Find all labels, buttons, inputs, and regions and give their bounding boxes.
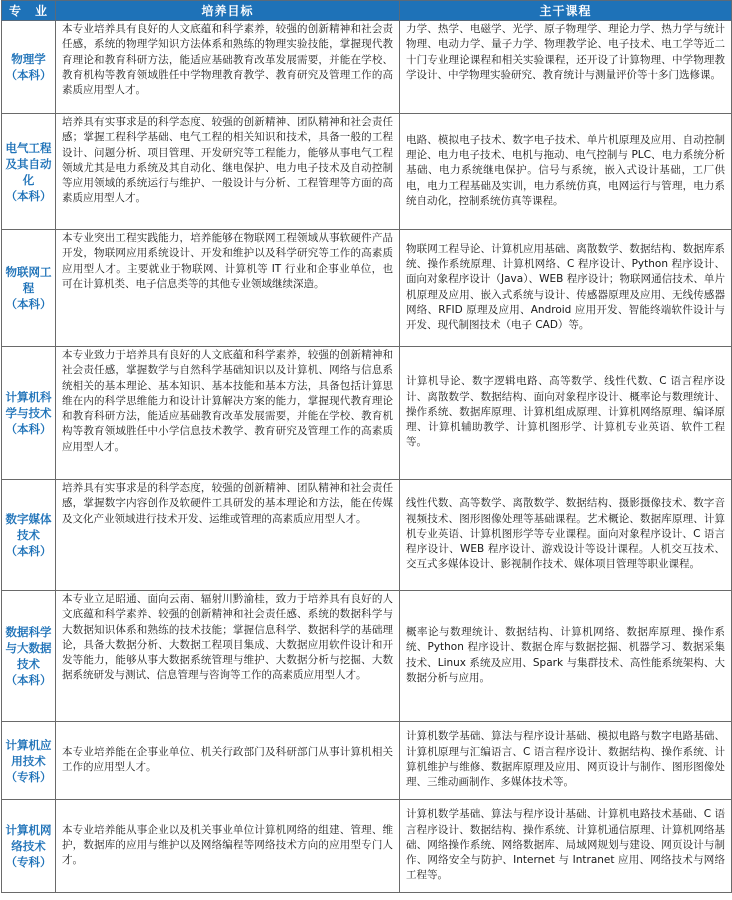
header-goal: 培养目标 — [56, 1, 400, 21]
majors-table — [1, 0, 732, 893]
goal-cell: 本专业立足昭通、面向云南、辐射川黔渝桂，致力于培养具有良好的人文底蕴和科学素养、较强的创新精神和社会责任感、系统的数据科学与大数据知识体系和熟练的技术技能；掌握信息科学、数据科学的基础理论，具备大数据分析、大数据工程项目集成、大数据应用软件设计和开发等能力，能够从事大数据系统管理与维护、大数据分析与挖掘、大数据系统研发与测试、信息管理与咨询等工作的高素质应用型人才。 — [56, 591, 400, 722]
courses-cell: 物联网工程导论、计算机应用基础、离散数学、数据结构、数据库系统、操作系统原理、计算机网络、C 程序设计、Python 程序设计、面向对象程序设计（Java）、WEB 程序设计；物联网通信技术、单片机原理及应用、嵌入式系统与设计、传感器原理及应用、无线传感器网络、RFID 原理及应用、Android 应用开发、智能终端软件设计与开发、现代制图技术（电子 CAD）等。 — [400, 230, 732, 347]
major-name: 数字媒体技术 — [5, 512, 52, 542]
major-type: （本科） — [5, 544, 52, 558]
major-cell — [2, 114, 56, 230]
major-cell — [2, 347, 56, 480]
major-type: （本科） — [5, 673, 52, 687]
goal-cell: 本专业培养具有良好的人文底蕴和科学素养，较强的创新精神和社会责任感，系统的物理学知识方法体系和熟练的物理实验技能，掌握现代教育理论和教育科研方法，能适应基础教育改革发展需要，并能在学校、教育机构等教育领域胜任中学物理教育教学、教育研究及管理工作的高素质应用型人才。 — [56, 21, 400, 114]
courses-cell: 电路、模拟电子技术、数字电子技术、单片机原理及应用、自动控制理论、电力电子技术、电机与拖动、电气控制与 PLC、电力系统分析基础、电力系统继电保护。信号与系统，嵌入式设计基础，工厂供电，电力工程基础及实训，电力系统仿真，电网运行与管理，电力系统自动化，控制系统仿真等课程。 — [400, 114, 732, 230]
major-type: （专科） — [5, 769, 52, 784]
goal-cell: 培养具有实事求是的科学态度，较强的创新精神、团队精神和社会责任感，掌握数字内容创作及软硬件工具研发的基本理论和方法，能在传媒及文化产业领域进行技术开发、运维或管理的高素质应用型人才。 — [56, 480, 400, 591]
major-cell — [2, 722, 56, 800]
major-cell — [2, 591, 56, 722]
courses-cell: 线性代数、高等数学、离散数学、数据结构、摄影摄像技术、数字音视频技术、图形图像处理等基础课程。艺术概论、数据库原理、计算机专业英语、计算机图形学等专业课程。面向对象程序设计、C 语言程序设计、WEB 程序设计、游戏设计等设计课程。人机交互技术、交互式多媒体设计、影视制作技术、媒体项目管理等职业课程。 — [400, 480, 732, 591]
major-cell — [2, 480, 56, 591]
table-row — [2, 230, 732, 347]
courses-cell: 概率论与数理统计、数据结构、计算机网络、数据库原理、操作系统、Python 程序设计、数据仓库与数据挖掘、机器学习、数据采集技术、Linux 系统及应用、Spark 与集群技术、高性能系统架构、大数据分析与应用。 — [400, 591, 732, 722]
major-type: （本科） — [5, 68, 52, 82]
goal-cell: 本专业突出工程实践能力，培养能够在物联网工程领域从事软硬件产品开发，物联网应用系统设计、开发和维护以及科学研究等工作的高素质应用型人才。主要就业于物联网、计算机等 IT 行业和企事业单位，也可在计算机类、电子信息类等的其他专业领域继续深造。 — [56, 230, 400, 347]
major-name: 计算机科学与技术 — [5, 390, 52, 420]
major-type: （本科） — [5, 188, 52, 203]
header-row — [2, 1, 732, 21]
major-type: （专科） — [5, 855, 52, 869]
major-type: （本科） — [5, 422, 52, 436]
major-cell — [2, 230, 56, 347]
courses-cell: 计算机导论、数字逻辑电路、高等数学、线性代数、C 语言程序设计、离散数学、数据结构、面向对象程序设计、概率论与数理统计、操作系统、数据库原理、计算机组成原理、计算机网络原理、编译原理、计算机辅助教学、计算机图形学、计算机专业英语、软件工程等。 — [400, 347, 732, 480]
courses-cell: 力学、热学、电磁学、光学、原子物理学、理论力学、热力学与统计物理、电动力学、量子力学、物理教学论、电子技术、电工学等近二十门专业理论课程和相关实验课程，还开设了计算物理、中学物理教学设计、中学物理实验研究、教育统计与测量评价等十多门选修课。 — [400, 21, 732, 114]
major-name: 电气工程及其自动化 — [5, 140, 52, 187]
major-name: 物理学 — [11, 52, 46, 66]
goal-cell: 培养具有实事求是的科学态度、较强的创新精神、团队精神和社会责任感；掌握工程科学基础、电气工程的相关知识和技术，具备一般的工程设计、问题分析、项目管理、开发研究等工程能力，能够从事电气工程领域尤其是电力系统及其自动化、继电保护、电力电子技术及自动控制等应用领域的系统运行与维护、一般设计与分析、工程管理等方面的高素质应用型人才。 — [56, 114, 400, 230]
major-name: 物联网工程 — [5, 265, 52, 295]
courses-cell: 计算机数学基础、算法与程序设计基础、计算机电路技术基础、C 语言程序设计、数据结构、操作系统、计算机通信原理、计算机网络基础、网络操作系统、网络数据库、局域网规划与建设、网页设计与制作、网络安全与防护、Internet 与 Intranet 应用、网络技术与网络工程等。 — [400, 800, 732, 893]
header-courses: 主干课程 — [400, 1, 732, 21]
table-row — [2, 21, 732, 114]
table-row — [2, 347, 732, 480]
major-cell — [2, 21, 56, 114]
goal-cell: 本专业致力于培养具有良好的人文底蕴和科学素养，较强的创新精神和社会责任感，掌握数学与自然科学基础知识以及计算机、网络与信息系统相关的基本理论、基本知识、基本技能和基本方法，具备包括计算思维在内的科学思维能力和设计计算解决方案的能力，掌握现代教育理论和教育科研方法，能适应基础教育改革发展需要，并能在学校、教育机构等教育领域胜任中小学信息技术教学、教育研究及管理工作的高素质应用型人才。 — [56, 347, 400, 480]
table-row — [2, 480, 732, 591]
major-cell — [2, 800, 56, 893]
goal-cell: 本专业培养能从事企业以及机关事业单位计算机网络的组建、管理、维护，数据库的应用与维护以及网络编程等网络技术方向的应用型专门人才。 — [56, 800, 400, 893]
courses-cell: 计算机数学基础、算法与程序设计基础、模拟电路与数字电路基础、计算机原理与汇编语言、C 语言程序设计、数据结构、操作系统、计算机维护与维修、数据库原理及应用、网页设计与制作、图形图像处理、三维动画制作、多媒体技术等。 — [400, 722, 732, 800]
table-row — [2, 722, 732, 800]
major-type: （本科） — [5, 297, 52, 311]
header-major: 专 业 — [2, 1, 56, 21]
major-name: 计算机应用技术 — [5, 737, 52, 768]
table-row — [2, 591, 732, 722]
major-name: 数据科学与大数据技术 — [5, 625, 52, 671]
major-name: 计算机网络技术 — [5, 823, 52, 853]
table-row — [2, 114, 732, 230]
table-row — [2, 800, 732, 893]
goal-cell: 本专业培养能在企事业单位、机关行政部门及科研部门从事计算机相关工作的应用型人才。 — [56, 722, 400, 800]
